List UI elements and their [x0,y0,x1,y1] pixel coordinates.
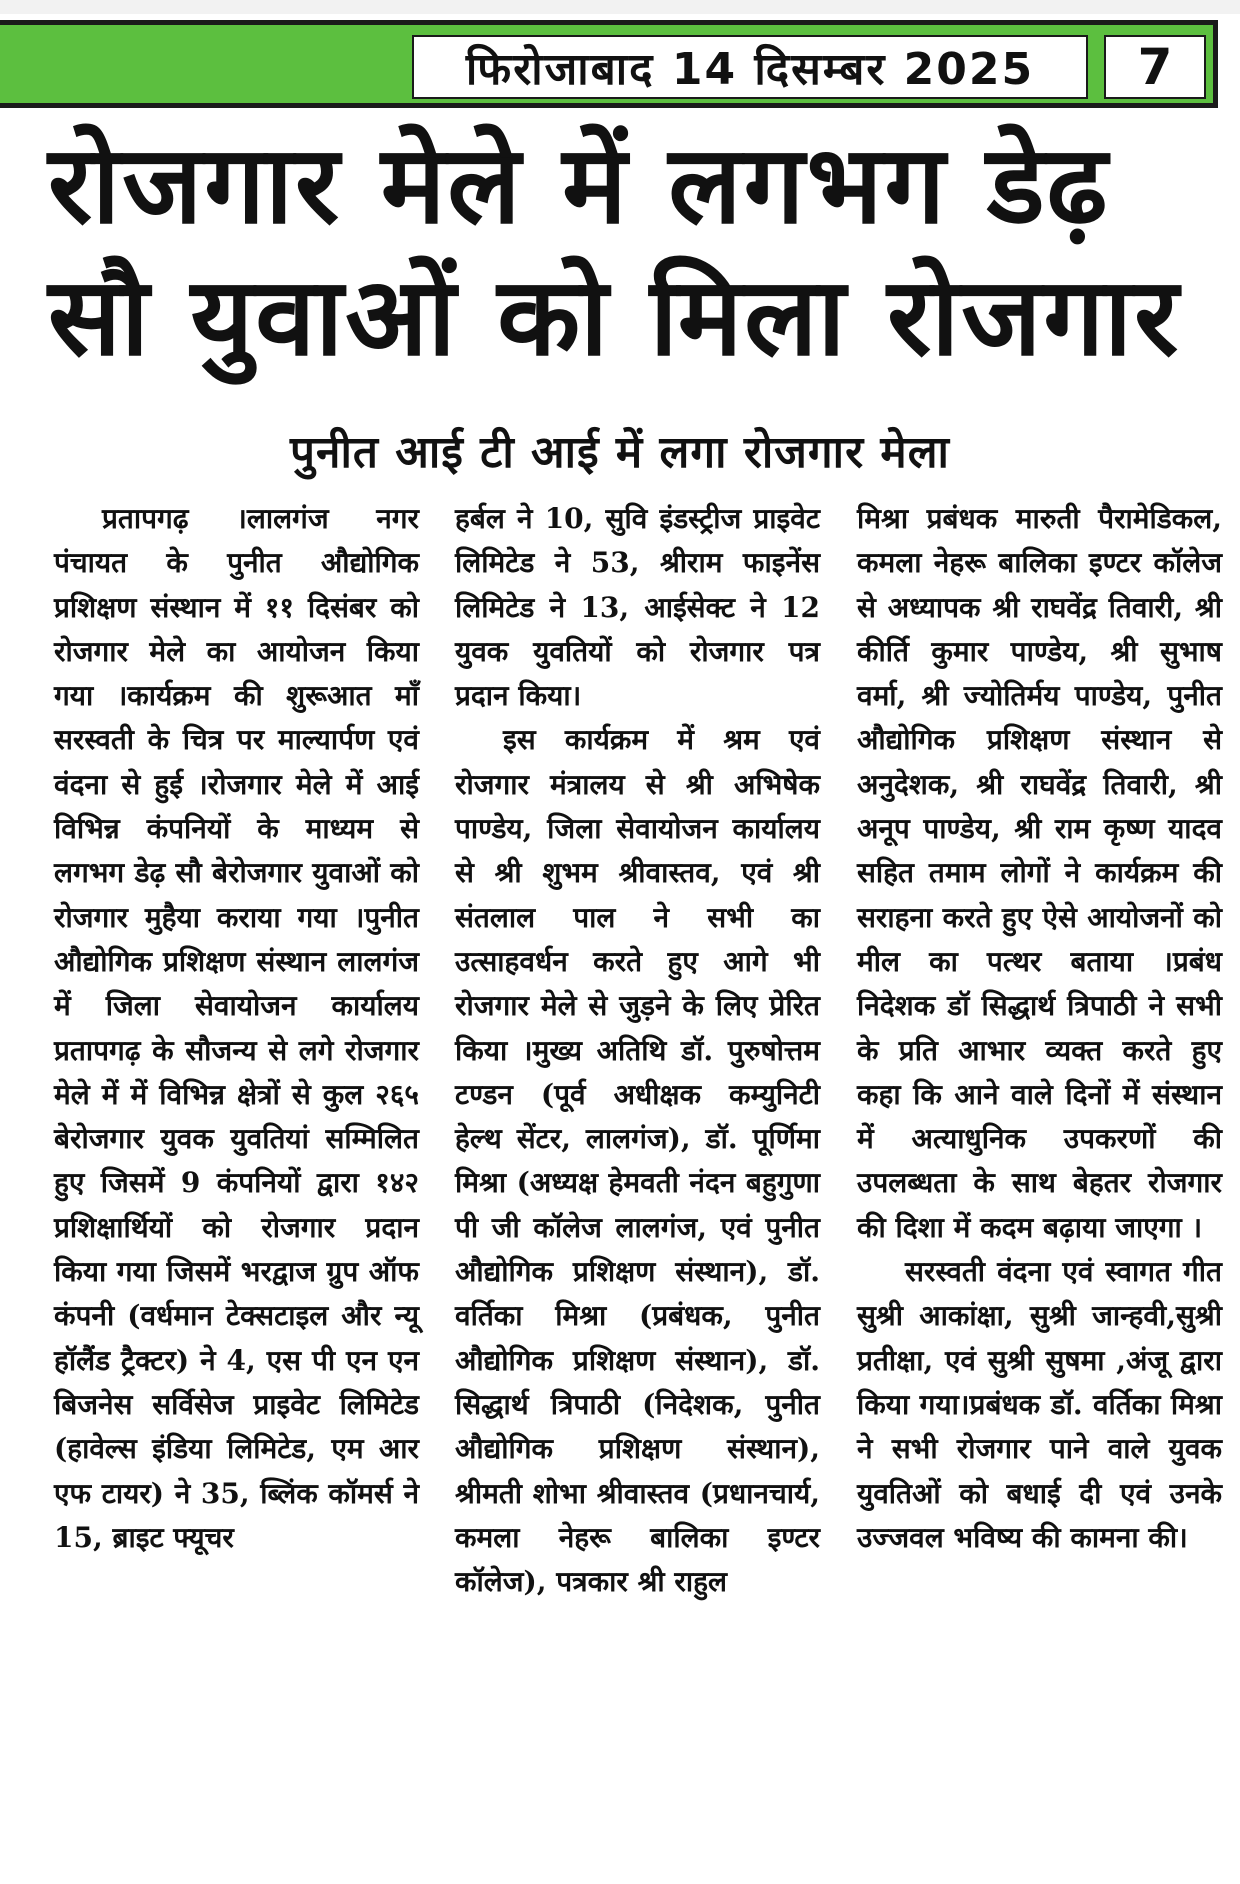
headline-line-1: रोजगार मेले में लगभग डेढ़ [48,123,1110,248]
article-column-2 [455,497,820,1604]
page-top-strip [0,0,1240,14]
paragraph: इस कार्यक्रम में श्रम एवं रोजगार मंत्रालय से श्री अभिषेक पाण्डेय, जिला सेवायोजन कार्यालय से श्री शुभम श्रीवास्तव, एवं श्री संतलाल पाल ने सभी का उत्साहवर्धन करते हुए आगे भी रोजगार मेले से जुड़ने के लिए प्रेरित किया ।मुख्य अतिथि डॉ. पुरुषोत्तम टण्डन (पूर्व अधीक्षक कम्युनिटी हेल्थ सेंटर, लालगंज), डॉ. पूर्णिमा मिश्रा (अध्यक्ष हेमवती नंदन बहुगुणा पी जी कॉलेज लालगंज, एवं पुनीत औद्योगिक प्रशिक्षण संस्थान), डॉ. वर्तिका मिश्रा (प्रबंधक, पुनीत औद्योगिक प्रशिक्षण संस्थान), डॉ. सिद्धार्थ त्रिपाठी (निदेशक, पुनीत औद्योगिक प्रशिक्षण संस्थान), श्रीमती शोभा श्रीवास्तव (प्रधानचार्य, कमला नेहरू बालिका इण्टर कॉलेज), पत्रकार श्री राहुल [455,723,820,1599]
headline-line-2: सौ युवाओं को मिला रोजगार [48,255,1181,380]
paragraph: प्रतापगढ़ ।लालगंज नगर पंचायत के पुनीत औद्योगिक प्रशिक्षण संस्थान में ११ दिसंबर को रोजगार मेले का आयोजन किया गया ।कार्यक्रम की शुरूआत माँ सरस्वती के चित्र पर माल्यार्पण एवं वंदना से हुई ।रोजगार मेले में आई विभिन्न कंपनियों के माध्यम से लगभग डेढ़ सौ बेरोजगार युवाओं को रोजगार मुहैया कराया गया ।पुनीत औद्योगिक प्रशिक्षण संस्थान लालगंज में जिला सेवायोजन कार्यालय प्रतापगढ़ के सौजन्य से लगे रोजगार मेले में में विभिन्न क्षेत्रों से कुल २६५ बेरोजगार युवक युवतियां सम्मिलित हुए जिसमें 9 कंपनियों द्वारा १४२ प्रशिक्षार्थियों को रोजगार प्रदान किया गया जिसमें भरद्वाज ग्रुप ऑफ कंपनी (वर्धमान टेक्सटाइल और न्यू हॉलैंड ट्रैक्टर) ने 4, एस पी एन एन बिजनेस सर्विसेज प्राइवेट लिमिटेड (हावेल्स इंडिया लिमिटेड, एम आर एफ टायर) ने 35, ब्लिंक कॉमर्स ने 15, ब्राइट फ्यूचर [54,502,419,1554]
article-column-3 [857,497,1222,1560]
dateline: फिरोजाबाद 14 दिसम्बर 2025 [412,35,1088,99]
paragraph: हर्बल ने 10, सुवि इंडस्ट्रीज प्राइवेट लिमिटेड ने 53, श्रीराम फाइनेंस लिमिटेड ने 13, आईसेक्ट ने 12 युवक युवतियों को रोजगार पत्र प्रदान किया। [455,502,820,713]
paragraph: मिश्रा प्रबंधक मारुती पैरामेडिकल, कमला नेहरू बालिका इण्टर कॉलेज से अध्यापक श्री राघवेंद्र तिवारी, श्री कीर्ति कुमार पाण्डेय, श्री सुभाष वर्मा, श्री ज्योतिर्मय पाण्डेय, पुनीत औद्योगिक प्रशिक्षण संस्थान से अनुदेशक, श्री राघवेंद्र तिवारी, श्री अनूप पाण्डेय, श्री राम कृष्ण यादव सहित तमाम लोगों ने कार्यक्रम की सराहना करते हुए ऐसे आयोजनों को मील का पत्थर बताया ।प्रबंध निदेशक डॉ सिद्धार्थ त्रिपाठी ने सभी के प्रति आभार व्यक्त करते हुए कहा कि आने वाले दिनों में संस्थान में अत्याधुनिक उपकरणों की उपलब्धता के साथ बेहतर रोजगार की दिशा में कदम बढ़ाया जाएगा । [857,502,1222,1244]
article-column-1 [54,497,419,1560]
headline [48,120,1228,384]
subheadline: पुनीत आई टी आई में लगा रोजगार मेला [290,427,950,478]
page-header-band [0,20,1218,108]
paragraph: सरस्वती वंदना एवं स्वागत गीत सुश्री आकांक्षा, सुश्री जान्हवी,सुश्री प्रतीक्षा, एवं सुश्री सुषमा ,अंजू द्वारा किया गया।प्रबंधक डॉ. वर्तिका मिश्रा ने सभी रोजगार पाने वाले युवक युवतिओं को बधाई दी एवं उनके उज्जवल भविष्य की कामना की। [857,1255,1222,1554]
page-number: 7 [1104,35,1206,99]
